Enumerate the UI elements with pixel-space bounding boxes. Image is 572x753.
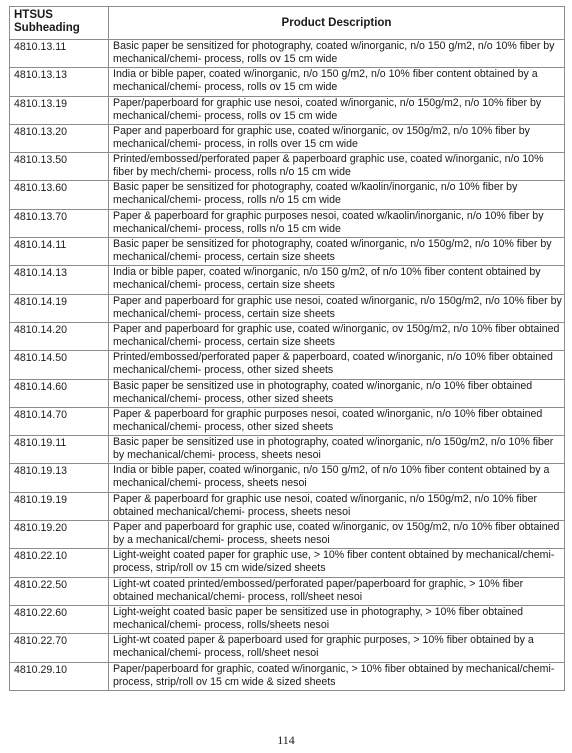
subheading-code: 4810.29.10 bbox=[10, 662, 109, 690]
table-row bbox=[10, 379, 565, 407]
table-row bbox=[10, 351, 565, 379]
subheading-code: 4810.14.13 bbox=[10, 266, 109, 294]
product-description: India or bible paper, coated w/inorganic, n/o 150 g/m2, of n/o 10% fiber content obtained by a mechanical/chemi- process, sheets nesoi bbox=[109, 464, 565, 492]
subheading-code: 4810.19.20 bbox=[10, 521, 109, 549]
header-line-2: Subheading bbox=[14, 22, 80, 34]
subheading-code: 4810.19.19 bbox=[10, 492, 109, 520]
subheading-code: 4810.14.11 bbox=[10, 238, 109, 266]
subheading-code: 4810.13.19 bbox=[10, 96, 109, 124]
table-row bbox=[10, 634, 565, 662]
page-number: 114 bbox=[277, 733, 295, 747]
product-description: Basic paper be sensitized use in photography, coated w/inorganic, n/o 150g/m2, n/o 10% fiber by mechanical/chemi- process, sheets nesoi bbox=[109, 436, 565, 464]
table-row bbox=[10, 322, 565, 350]
table-row bbox=[10, 40, 565, 68]
product-description: Basic paper be sensitized for photography, coated w/kaolin/inorganic, n/o 10% fiber by mechanical/chemi- process, rolls n/o 15 cm wide bbox=[109, 181, 565, 209]
subheading-code: 4810.13.60 bbox=[10, 181, 109, 209]
product-description: Paper & paperboard for graphic purposes nesoi, coated w/inorganic, n/o 10% fiber obtained mechanical/chemi- process, other sized sheets bbox=[109, 407, 565, 435]
subheading-code: 4810.14.20 bbox=[10, 322, 109, 350]
product-description: Paper/paperboard for graphic, coated w/inorganic, > 10% fiber obtained by mechanical/chemi- process, strip/roll ov 15 cm wide & sized sheets bbox=[109, 662, 565, 690]
subheading-code: 4810.14.19 bbox=[10, 294, 109, 322]
product-description: Printed/embossed/perforated paper & paperboard, coated w/inorganic, n/o 10% fiber obtained mechanical/chemi- process, other sized sheets bbox=[109, 351, 565, 379]
table-row bbox=[10, 407, 565, 435]
product-description: Paper & paperboard for graphic use nesoi, coated w/inorganic, n/o 150g/m2, n/o 10% fiber obtained mechanical/chemi- process, sheets nesoi bbox=[109, 492, 565, 520]
product-description: Paper and paperboard for graphic use, coated w/inorganic, ov 150g/m2, n/o 10% fiber obtained mechanical/chemi- process, certain size sheets bbox=[109, 322, 565, 350]
subheading-code: 4810.13.13 bbox=[10, 68, 109, 96]
table-row bbox=[10, 124, 565, 152]
table-row bbox=[10, 577, 565, 605]
product-description: India or bible paper, coated w/inorganic, n/o 150 g/m2, n/o 10% fiber content obtained by a mechanical/chemi- process, rolls ov 15 cm wide bbox=[109, 68, 565, 96]
htsus-table bbox=[9, 6, 565, 691]
table-row bbox=[10, 662, 565, 690]
table-row bbox=[10, 96, 565, 124]
product-description: Paper/paperboard for graphic use nesoi, coated w/inorganic, n/o 150g/m2, n/o 10% fiber by mechanical/chemi- process, rolls ov 15 cm wide bbox=[109, 96, 565, 124]
header-product-description: Product Description bbox=[109, 7, 565, 40]
table-row bbox=[10, 238, 565, 266]
table-row bbox=[10, 464, 565, 492]
table-body bbox=[10, 40, 565, 691]
table-row bbox=[10, 266, 565, 294]
product-description: Printed/embossed/perforated paper & paperboard graphic use, coated w/inorganic, n/o 10% fiber by mech/chemi- process, rolls n/o 15 cm wide bbox=[109, 153, 565, 181]
subheading-code: 4810.13.50 bbox=[10, 153, 109, 181]
subheading-code: 4810.19.13 bbox=[10, 464, 109, 492]
table-row bbox=[10, 209, 565, 237]
subheading-code: 4810.22.10 bbox=[10, 549, 109, 577]
product-description: Light-weight coated paper for graphic use, > 10% fiber content obtained by mechanical/chemi- process, strip/roll ov 15 cm wide/sized sheets bbox=[109, 549, 565, 577]
subheading-code: 4810.13.20 bbox=[10, 124, 109, 152]
product-description: Paper and paperboard for graphic use, coated w/inorganic, ov 150g/m2, n/o 10% fiber obtained by a mechanical/chemi- process, sheets nesoi bbox=[109, 521, 565, 549]
product-description: Basic paper be sensitized for photography, coated w/inorganic, n/o 150g/m2, n/o 10% fiber by mechanical/chemi- process, certain size sheets bbox=[109, 238, 565, 266]
subheading-code: 4810.13.70 bbox=[10, 209, 109, 237]
table-row bbox=[10, 492, 565, 520]
product-description: Paper and paperboard for graphic use nesoi, coated w/inorganic, n/o 150g/m2, n/o 10% fiber by mechanical/chemi- process, certain size sheets bbox=[109, 294, 565, 322]
product-description: Light-wt coated printed/embossed/perforated paper/paperboard for graphic, > 10% fiber obtained mechanical/chemi- process, roll/sheet nesoi bbox=[109, 577, 565, 605]
table-row bbox=[10, 521, 565, 549]
subheading-code: 4810.19.11 bbox=[10, 436, 109, 464]
subheading-code: 4810.22.50 bbox=[10, 577, 109, 605]
table-row bbox=[10, 68, 565, 96]
table-row bbox=[10, 294, 565, 322]
product-description: Light-wt coated paper & paperboard used for graphic purposes, > 10% fiber obtained by a mechanical/chemi- process, roll/sheet nesoi bbox=[109, 634, 565, 662]
subheading-code: 4810.22.60 bbox=[10, 605, 109, 633]
header-htsus-subheading bbox=[10, 7, 109, 40]
document-page bbox=[9, 6, 564, 691]
table-header-row bbox=[10, 7, 565, 40]
table-row bbox=[10, 181, 565, 209]
product-description: Paper and paperboard for graphic use, coated w/inorganic, ov 150g/m2, n/o 10% fiber by mechanical/chemi- process, in rolls over 15 cm wide bbox=[109, 124, 565, 152]
subheading-code: 4810.14.60 bbox=[10, 379, 109, 407]
subheading-code: 4810.14.50 bbox=[10, 351, 109, 379]
table-row bbox=[10, 153, 565, 181]
product-description: Light-weight coated basic paper be sensitized use in photography, > 10% fiber obtained mechanical/chemi- process, rolls/sheets nesoi bbox=[109, 605, 565, 633]
product-description: Basic paper be sensitized use in photography, coated w/inorganic, n/o 10% fiber obtained mechanical/chemi- process, other sized sheets bbox=[109, 379, 565, 407]
table-row bbox=[10, 549, 565, 577]
product-description: India or bible paper, coated w/inorganic, n/o 150 g/m2, of n/o 10% fiber content obtained by mechanical/chemi- process, certain size sheets bbox=[109, 266, 565, 294]
table-row bbox=[10, 605, 565, 633]
header-line-1: HTSUS bbox=[14, 9, 53, 21]
subheading-code: 4810.13.11 bbox=[10, 40, 109, 68]
product-description: Basic paper be sensitized for photography, coated w/inorganic, n/o 150 g/m2, n/o 10% fiber by mechanical/chemi- process, rolls ov 15 cm wide bbox=[109, 40, 565, 68]
product-description: Paper & paperboard for graphic purposes nesoi, coated w/kaolin/inorganic, n/o 10% fiber by mechanical/chemi- process, rolls n/o 15 cm wide bbox=[109, 209, 565, 237]
subheading-code: 4810.22.70 bbox=[10, 634, 109, 662]
subheading-code: 4810.14.70 bbox=[10, 407, 109, 435]
table-row bbox=[10, 436, 565, 464]
